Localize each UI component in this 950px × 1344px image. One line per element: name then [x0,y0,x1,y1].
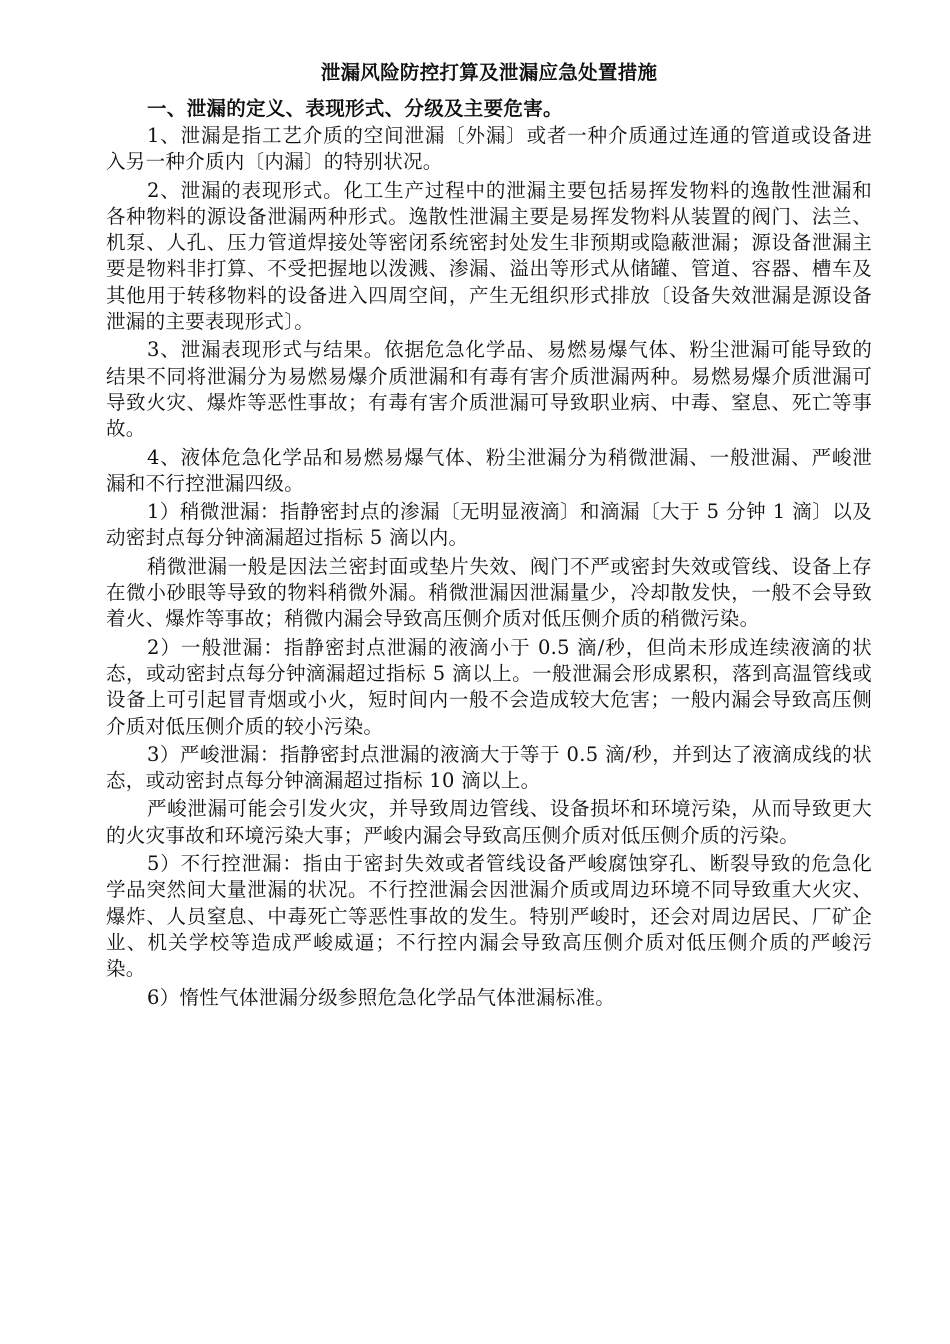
paragraph-severe-leak-detail: 严峻泄漏可能会引发火灾，并导致周边管线、设备损坏和环境污染，从而导致更大的火灾事故和环境污染大事；严峻内漏会导致高压侧介质对低压侧介质的污染。 [106,797,872,847]
paragraph-minor-leak-detail: 稍微泄漏一般是因法兰密封面或垫片失效、阀门不严或密封失效或管线、设备上存在微小砂眼等导致的物料稍微外漏。稍微泄漏因泄漏量少，冷却散发快，一般不会导致着火、爆炸等事故；稍微内漏会导致高压侧介质对低压侧介质的稍微污染。 [106,554,872,631]
paragraph-consequences: 3、泄漏表现形式与结果。依据危急化学品、易燃易爆气体、粉尘泄漏可能导致的结果不同将泄漏分为易燃易爆介质泄漏和有毒有害介质泄漏两种。易燃易爆介质泄漏可导致火灾、爆炸等恶性事故；有毒有害介质泄漏可导致职业病、中毒、窒息、死亡等事故。 [106,338,872,441]
paragraph-inert-gas: 6）惰性气体泄漏分级参照危急化学品气体泄漏标准。 [147,985,616,1009]
paragraph-definition: 1、泄漏是指工艺介质的空间泄漏〔外漏〕或者一种介质通过连通的管道或设备进入另一种介质内〔内漏〕的特别状况。 [106,124,872,174]
paragraph-classification: 4、液体危急化学品和易燃易爆气体、粉尘泄漏分为稍微泄漏、一般泄漏、严峻泄漏和不行控泄漏四级。 [106,445,872,495]
section-heading: 一、泄漏的定义、表现形式、分级及主要危害。 [147,97,563,120]
paragraph-uncontrollable-leak: 5）不行控泄漏：指由于密封失效或者管线设备严峻腐蚀穿孔、断裂导致的危急化学品突然间大量泄漏的状况。不行控泄漏会因泄漏介质或周边环境不同导致重大火灾、爆炸、人员窒息、中毒死亡等恶性事故的发生。特别严峻时，还会对周边居民、厂矿企业、机关学校等造成严峻威逼；不行控内漏会导致高压侧介质对低压侧介质的严峻污染。 [106,852,872,981]
paragraph-minor-leak: 1）稍微泄漏：指静密封点的渗漏〔无明显液滴〕和滴漏〔大于 5 分钟 1 滴〕以及动密封点每分钟滴漏超过指标 5 滴以内。 [106,500,872,550]
paragraph-severe-leak: 3）严峻泄漏：指静密封点泄漏的液滴大于等于 0.5 滴/秒，并到达了液滴成线的状态，或动密封点每分钟滴漏超过指标 10 滴以上。 [106,742,872,793]
paragraph-general-leak: 2）一般泄漏：指静密封点泄漏的液滴小于 0.5 滴/秒，但尚未形成连续液滴的状态，或动密封点每分钟滴漏超过指标 5 滴以上。一般泄漏会形成累积，落到高温管线或设备上可引起冒青烟或小火，短时间内一般不会造成较大危害；一般内漏会导致高压侧介质对低压侧介质的较小污染。 [106,635,872,738]
document-body [106,60,872,1013]
paragraph-forms: 2、泄漏的表现形式。化工生产过程中的泄漏主要包括易挥发物料的逸散性泄漏和各种物料的源设备泄漏两种形式。逸散性泄漏主要是易挥发物料从装置的阀门、法兰、机泵、人孔、压力管道焊接处等密闭系统密封处发生非预期或隐蔽泄漏；源设备泄漏主要是物料非打算、不受把握地以泼溅、渗漏、溢出等形式从储罐、管道、容器、槽车及其他用于转移物料的设备进入四周空间，产生无组织形式排放〔设备失效泄漏是源设备泄漏的主要表现形式〕。 [106,178,872,334]
page-title: 泄漏风险防控打算及泄漏应急处置措施 [320,61,658,84]
